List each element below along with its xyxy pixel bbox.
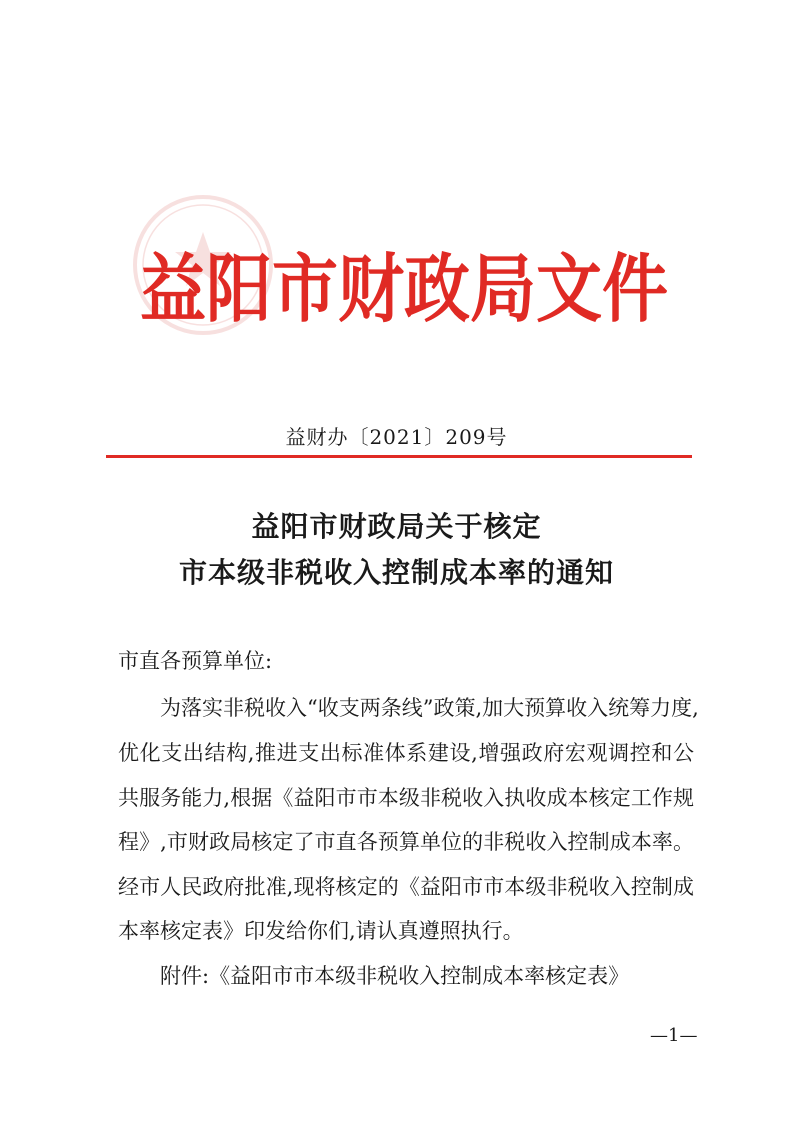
masthead-char: 件	[602, 246, 668, 333]
masthead-char: 财	[338, 246, 404, 333]
body-line: 经市人民政府批准,现将核定的《益阳市市本级非税收入控制成	[118, 875, 694, 899]
addressee: 市直各预算单位:	[118, 649, 273, 673]
document-number: 益财办〔2021〕209号	[285, 425, 508, 449]
body-line: 本率核定表》印发给你们,请认真遵照执行。	[118, 919, 524, 943]
body-line: 为落实非税收入“收支两条线”政策,加大预算收入统筹力度,	[160, 696, 699, 720]
masthead-char: 阳	[206, 246, 272, 333]
page-number: —1—	[650, 1025, 698, 1046]
body-line: 程》,市财政局核定了市直各预算单位的非税收入控制成本率。	[118, 830, 694, 854]
document-title-line-2: 市本级非税收入控制成本率的通知	[178, 556, 614, 589]
red-divider-line	[106, 455, 692, 458]
attachment-note: 附件:《益阳市市本级非税收入控制成本率核定表》	[160, 964, 630, 988]
masthead-char: 政	[404, 246, 470, 333]
body-line: 共服务能力,根据《益阳市市本级非税收入执收成本核定工作规	[118, 786, 694, 810]
masthead-char: 市	[272, 246, 338, 333]
masthead-title	[140, 234, 668, 346]
document-title-line-1: 益阳市财政局关于核定	[251, 510, 542, 543]
masthead-char: 局	[470, 246, 536, 333]
masthead-char: 文	[536, 246, 602, 333]
masthead-char: 益	[140, 246, 206, 333]
body-line: 优化支出结构,推进支出标准体系建设,增强政府宏观调控和公	[118, 741, 694, 765]
